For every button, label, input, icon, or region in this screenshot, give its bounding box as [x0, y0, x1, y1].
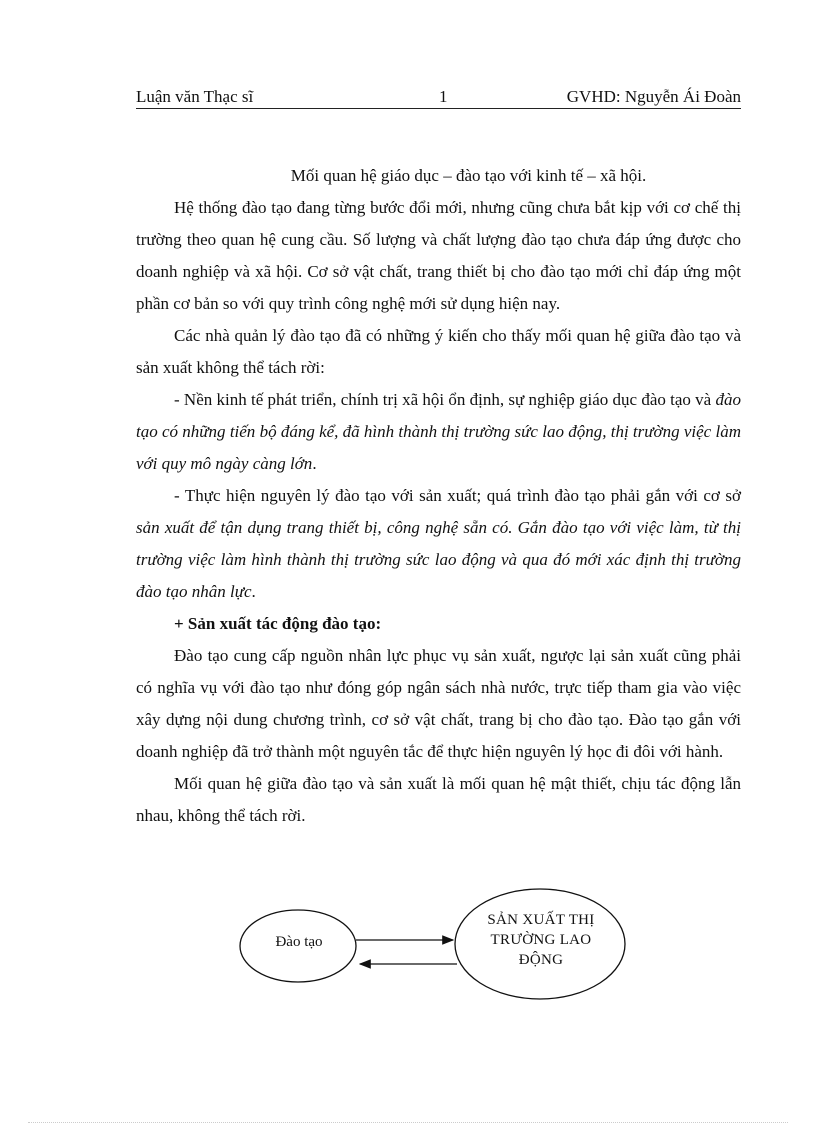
- subheading: + Sản xuất tác động đào tạo:: [174, 614, 382, 633]
- document-body: [136, 160, 741, 832]
- paragraph-3-end: .: [312, 454, 317, 473]
- header-advisor: GVHD: Nguyễn Ái Đoàn: [566, 87, 741, 106]
- section-title: Mối quan hệ giáo dục – đào tạo với kinh tế – xã hội.: [290, 166, 647, 185]
- paragraph-5: Đào tạo cung cấp nguồn nhân lực phục vụ sản xuất, ngược lại sản xuất cũng phải có nghĩa vụ với đào tạo như đóng góp ngân sách nhà nước, trực tiếp tham gia vào việc xây dựng nội dung chương trình, cơ sở vật chất, trang bị cho đào tạo. Đào tạo gắn với doanh nghiệp đã trở thành một nguyên tắc để thực hiện nguyên lý học đi đôi với hành.: [136, 646, 741, 761]
- paragraph-3-italic: đào tạo có những tiến bộ đáng kể, đã hình thành thị trường sức lao động, thị trường việc làm với quy mô ngày càng lớn: [136, 390, 741, 473]
- paragraph-1: Hệ thống đào tạo đang từng bước đổi mới, nhưng cũng chưa bắt kịp với cơ chế thị trường theo quan hệ cung cầu. Số lượng và chất lượng đào tạo chưa đáp ứng được cho doanh nghiệp và xã hội. Cơ sở vật chất, trang thiết bị cho đào tạo mới chỉ đáp ứng một phần cơ bản so với quy trình công nghệ mới sử dụng hiện nay.: [136, 198, 741, 313]
- paragraph-6: Mối quan hệ giữa đào tạo và sản xuất là mối quan hệ mật thiết, chịu tác động lẫn nhau, không thể tách rời.: [136, 774, 741, 825]
- paragraph-4: [136, 480, 741, 608]
- header-thesis-type: Luận văn Thạc sĩ: [136, 87, 254, 106]
- paragraph-3: [136, 384, 741, 480]
- paragraph-3-text: - Nền kinh tế phát triển, chính trị xã hội ổn định, sự nghiệp giáo dục đào tạo và: [174, 390, 716, 409]
- paragraph-4-text: - Thực hiện nguyên lý đào tạo với sản xuất; quá trình đào tạo phải gắn với cơ sở: [174, 486, 741, 505]
- page-header: [136, 86, 741, 109]
- paragraph-4-end: .: [251, 582, 256, 601]
- paragraph-4-italic: sản xuất để tận dụng trang thiết bị, công nghệ sẵn có. Gắn đào tạo với việc làm, từ thị trường việc làm hình thành thị trường sức lao động và qua đó mới xác định thị trường đào tạo nhân lực: [136, 518, 741, 601]
- page-number: 1: [439, 87, 448, 106]
- paragraph-2: Các nhà quản lý đào tạo đã có những ý kiến cho thấy mối quan hệ giữa đào tạo và sản xuất không thể tách rời:: [136, 326, 741, 377]
- diagram-node-a-label: Đào tạo: [275, 934, 323, 950]
- diagram-node-b-label: SẢN XUẤT THỊ TRƯỜNG LAO ĐỘNG: [487, 912, 595, 968]
- relationship-diagram: [238, 888, 626, 1004]
